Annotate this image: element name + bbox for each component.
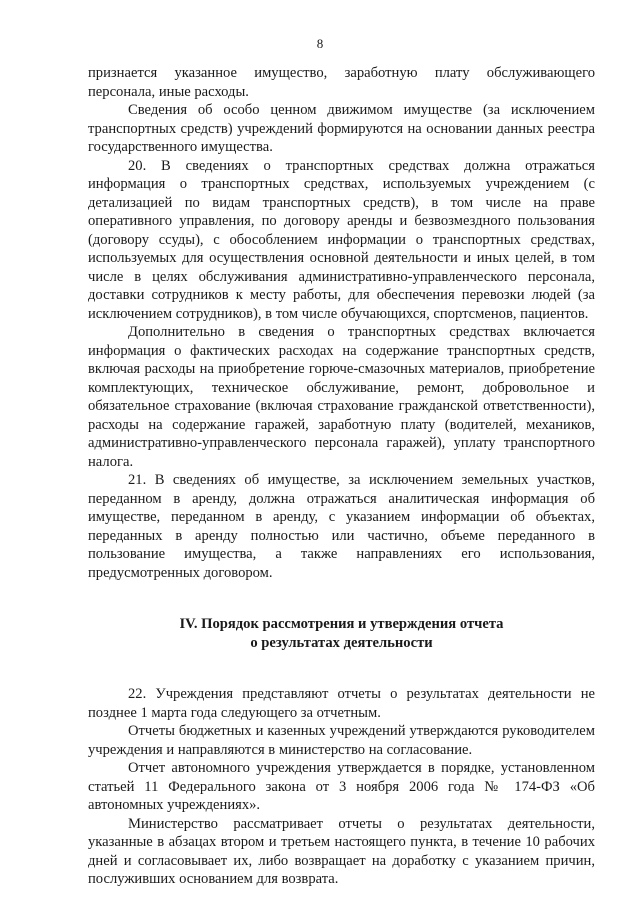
paragraph-item-21: 21. В сведениях об имуществе, за исключением земельных участков, переданном в аренду, должна отражаться аналитическая информация об имуществе, переданном в аренду, с указанием информации об объектах, переданных в аренду полностью или частично, объеме переданного в пользование имущества, а также направлениях его использования, предусмотренных договором.: [88, 472, 595, 581]
paragraph: Отчеты бюджетных и казенных учреждений утверждаются руководителем учреждения и направляются в министерство на согласование.: [88, 723, 595, 758]
paragraph-item-20: 20. В сведениях о транспортных средствах должна отражаться информация о транспортных средствах, используемых учреждением (с детализацией по видам транспортных средств), в том числе на праве оперативного управления, по договору аренды и безвозмездного пользования (договору ссуды), с обособлением информации о транспортных средствах, используемых для осуществления основной деятельности и иных целей, в том числе в целях обслуживания административно-управленческого персонала, доставки сотрудников к месту работы, для обеспечения перевозки людей (за исключением сотрудников), в том числе обучающихся, спортсменов, пациентов.: [88, 157, 595, 322]
paragraph-item-22: 22. Учреждения представляют отчеты о результатах деятельности не позднее 1 марта года следующего за отчетным.: [88, 686, 595, 721]
section-heading-line-1: IV. Порядок рассмотрения и утверждения отчета: [179, 616, 504, 632]
paragraph: признается указанное имущество, заработную плату обслуживающего персонала, иные расходы.: [88, 65, 595, 100]
document-body: [88, 64, 595, 889]
section-heading: [88, 615, 595, 653]
paragraph: Дополнительно в сведения о транспортных средствах включается информация о фактических расходах на содержание транспортных средств, включая расходы на приобретение горюче-смазочных материалов, приобретение комплектующих, техническое обслуживание, ремонт, добровольное и обязательное страхование (включая страхование гражданской ответственности), расходы на содержание гаражей, заработную плату (водителей, механиков, административно-управленческого персонала гаражей), уплату транспортного налога.: [88, 324, 595, 470]
paragraph: Отчет автономного учреждения утверждается в порядке, установленном статьей 11 Федерального закона от 3 ноября 2006 года № 174-ФЗ «Об автономных учреждениях».: [88, 760, 595, 813]
section-heading-line-2: о результатах деятельности: [250, 635, 433, 651]
paragraph: Министерство рассматривает отчеты о результатах деятельности, указанные в абзацах втором и третьем настоящего пункта, в течение 10 рабочих дней и согласовывает их, либо возвращает на доработку с указанием причин, послуживших основанием для возврата.: [88, 815, 595, 887]
paragraph: Сведения об особо ценном движимом имуществе (за исключением транспортных средств) учреждений формируются на основании данных реестра государственного имущества.: [88, 102, 595, 155]
page-number: 8: [316, 36, 324, 51]
